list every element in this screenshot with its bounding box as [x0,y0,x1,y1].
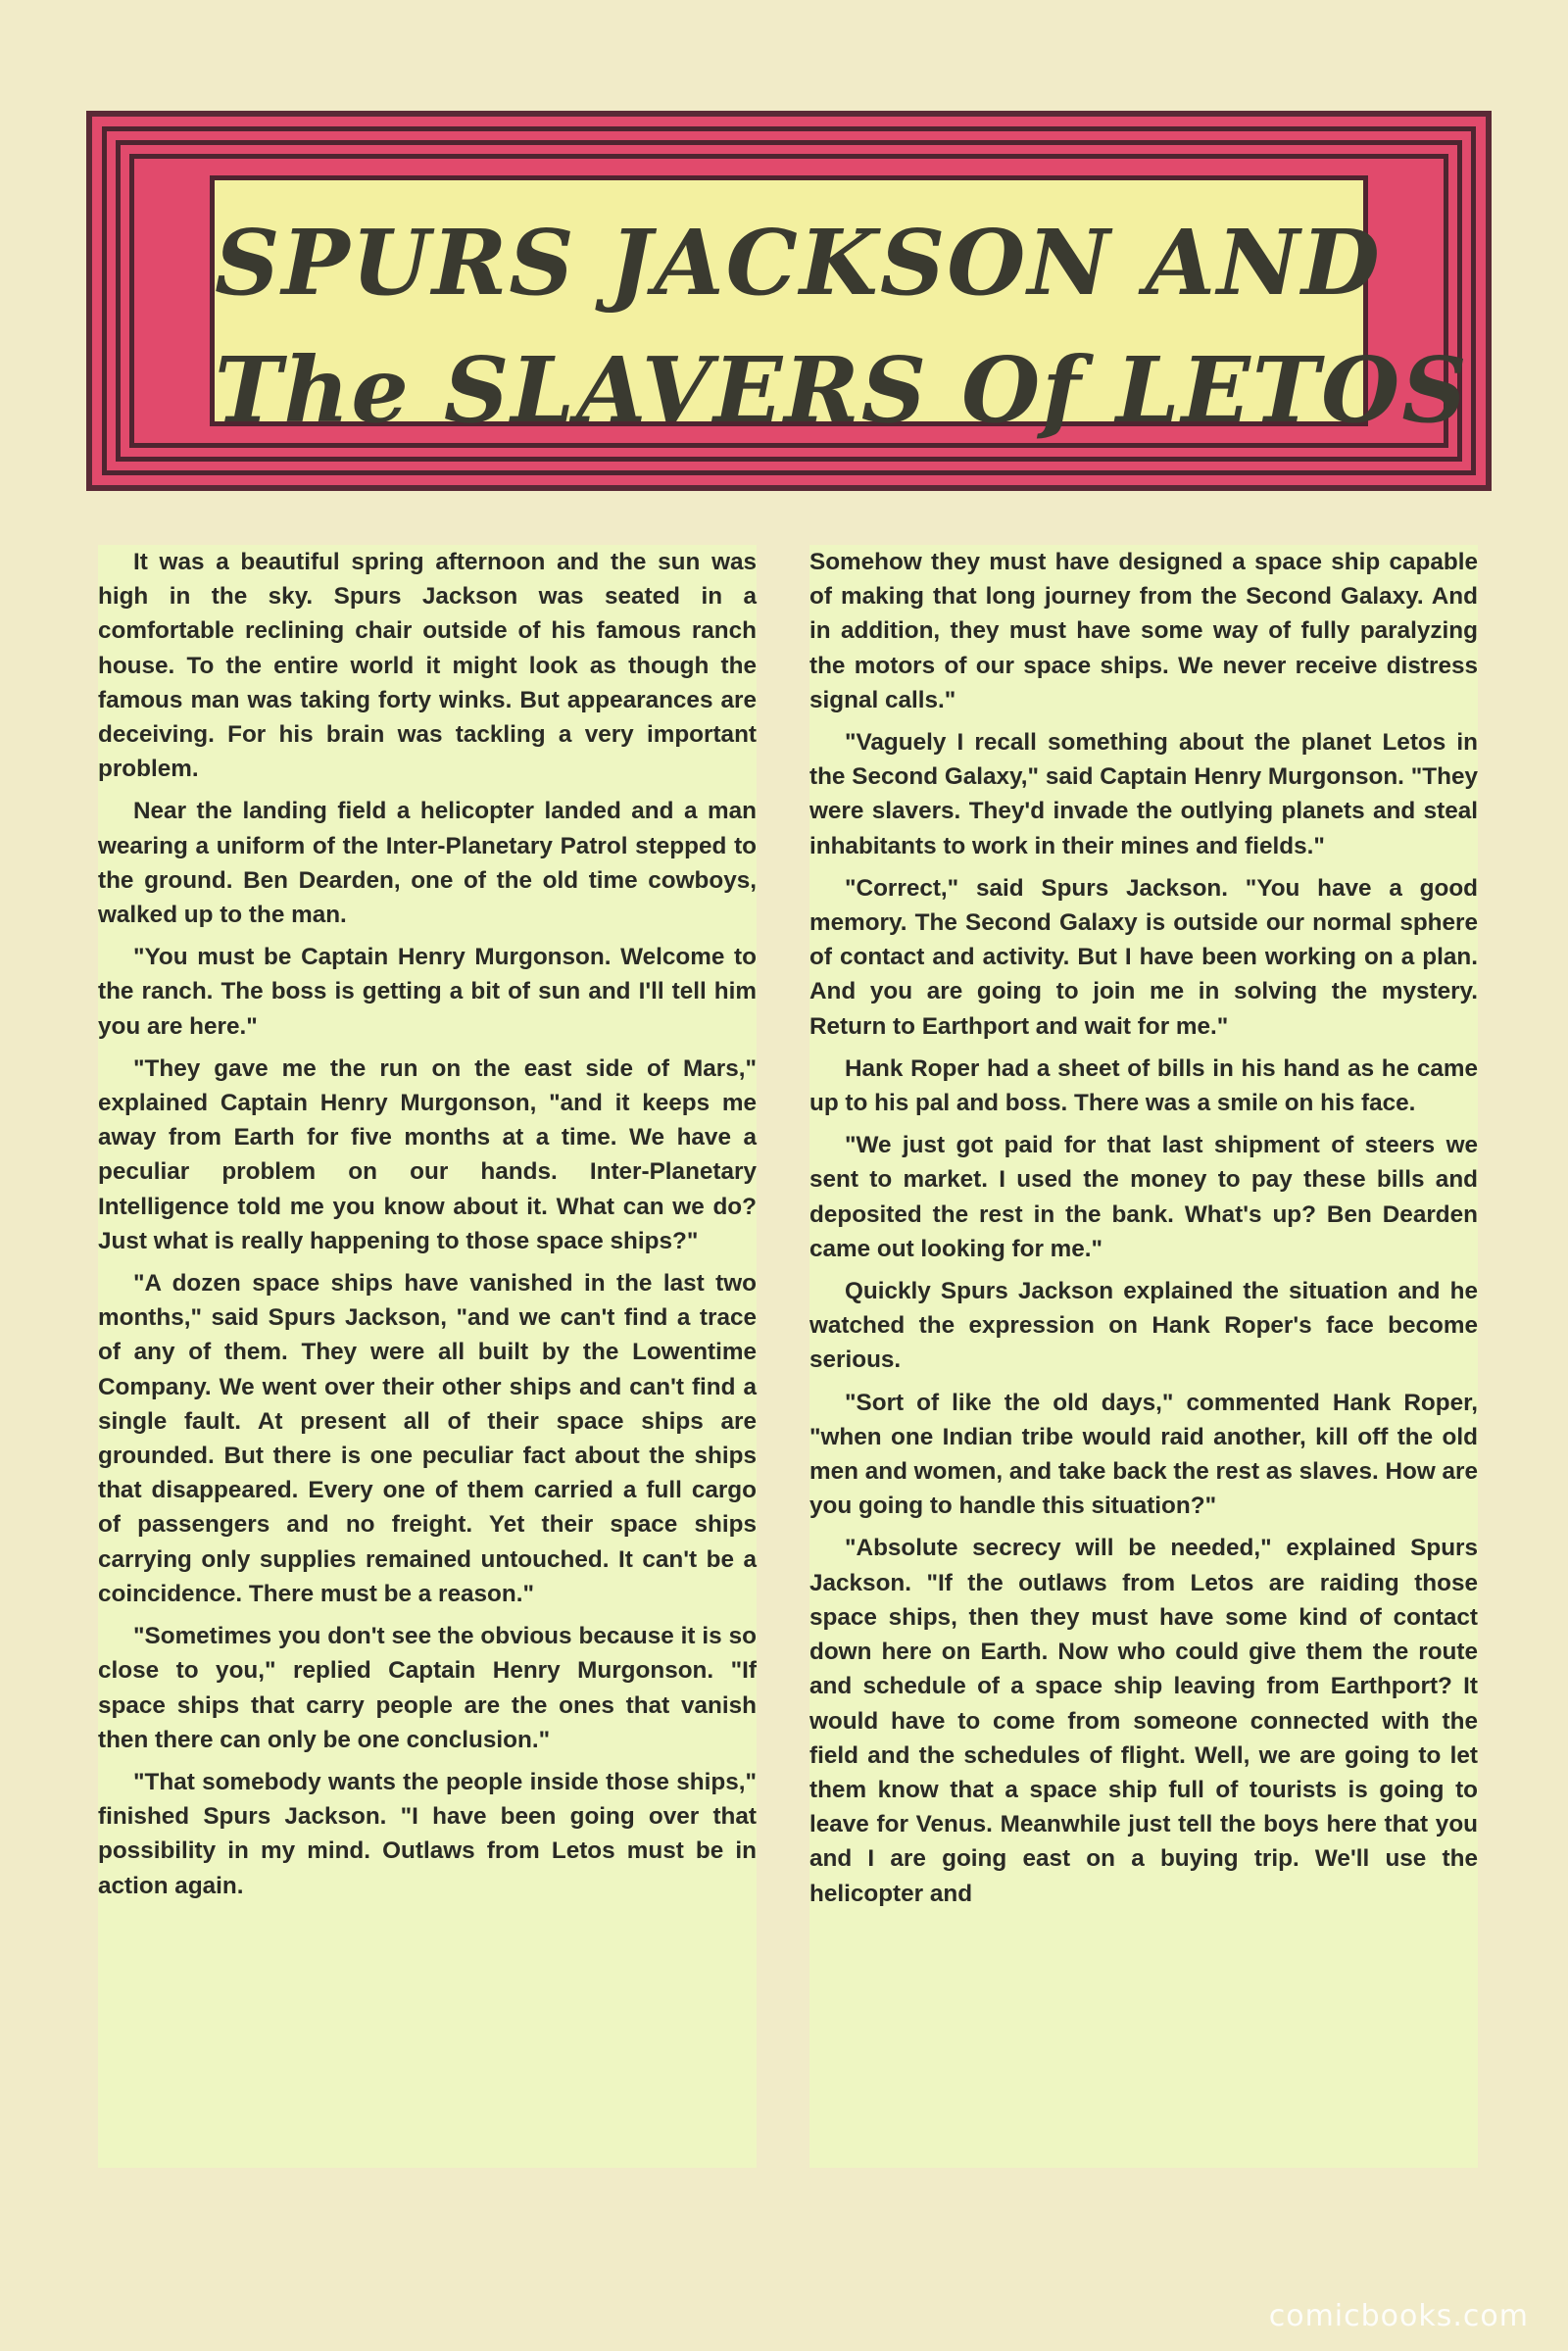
paragraph: It was a beautiful spring afternoon and the sun was high in the sky. Spurs Jackson was seated in a comfortable reclining chair outside of his famous ranch house. To the entire world it might look as though the famous man was taking forty winks. But appearances are deceiving. For his brain was tackling a very important problem. [98,549,757,783]
paragraph: Near the landing field a helicopter landed and a man wearing a uniform of the Inter-Planetary Patrol stepped to the ground. Ben Dearden, one of the old time cowboys, walked up to the man. [98,798,757,929]
paragraph: Hank Roper had a sheet of bills in his hand as he came up to his pal and boss. There was a smile on his face. [809,1054,1478,1117]
paragraph: "Sort of like the old days," commented Hank Roper, "when one Indian tribe would raid another, kill off the old men and women, and take back the rest as slaves. How are you going to handle this situation?" [809,1389,1478,1520]
watermark: comicbooks.com [1268,2299,1529,2333]
paragraph: Somehow they must have designed a space ship capable of making that long journey from the Second Galaxy. And in addition, they must have some way of fully paralyzing the motors of our space ships. We never receive distress signal calls." [809,549,1478,713]
text-column-left [98,545,757,2168]
title-panel [86,111,1492,491]
paragraph: "That somebody wants the people inside those ships," finished Spurs Jackson. "I have been going over that possibility in my mind. Outlaws from Letos must be in action again. [98,1768,757,1899]
paragraph: "Sometimes you don't see the obvious because it is so close to you," replied Captain Henry Murgonson. "If space ships that carry people are the ones that vanish then there can only be one conclusion." [98,1623,757,1753]
paragraph: "We just got paid for that last shipment of steers we sent to market. I used the money to pay these bills and deposited the rest in the bank. What's up? Ben Dearden came out looking for me." [809,1132,1478,1262]
title-box [210,175,1469,443]
paragraph: "They gave me the run on the east side of Mars," explained Captain Henry Murgonson, "and it keeps me away from Earth for five months at a time. We have a peculiar problem on our hands. Inter-Planetary Intelligence told me you know about it. What can we do? Just what is really happening to those space ships?" [98,1054,757,1254]
story-title-line-2: The SLAVERS Of LETOS [215,337,1469,443]
paragraph: "You must be Captain Henry Murgonson. Welcome to the ranch. The boss is getting a bit of sun and I'll tell him you are here." [98,944,757,1040]
paragraph: Quickly Spurs Jackson explained the situation and he watched the expression on Hank Roper's face become serious. [809,1278,1478,1374]
paragraph: "Correct," said Spurs Jackson. "You have a good memory. The Second Galaxy is outside our normal sphere of contact and activity. But I have been working on a plan. And you are going to join me in solving the mystery. Return to Earthport and wait for me." [809,874,1478,1040]
paragraph: "A dozen space ships have vanished in the last two months," said Spurs Jackson, "and we can't find a trace of any of them. They were all built by the Lowentime Company. We went over their other ships and can't find a single fault. At present all of their space ships are grounded. But there is one peculiar fact about the ships that disappeared. Every one of them carried a full cargo of passengers and no freight. Yet their space ships carrying only supplies remained untouched. It can't be a coincidence. There must be a reason." [98,1270,757,1607]
text-column-right [809,545,1478,2168]
story-title-line-1: SPURS JACKSON AND [215,210,1382,316]
paragraph: "Absolute secrecy will be needed," explained Spurs Jackson. "If the outlaws from Letos are raiding those space ships, then they must have some kind of contact down here on Earth. Now who could give them the route and schedule of a space ship leaving from Earthport? It would have to come from someone connected with the field and the schedules of flight. Well, we are going to let them know that a space ship full of tourists is going to leave for Venus. Meanwhile just tell the boys here that you and I are going east on a buying trip. We'll use the helicopter and [809,1535,1478,1907]
paragraph: "Vaguely I recall something about the planet Letos in the Second Galaxy," said Captain Henry Murgonson. "They were slavers. They'd invade the outlying planets and steal inhabitants to work in their mines and fields." [809,729,1478,859]
